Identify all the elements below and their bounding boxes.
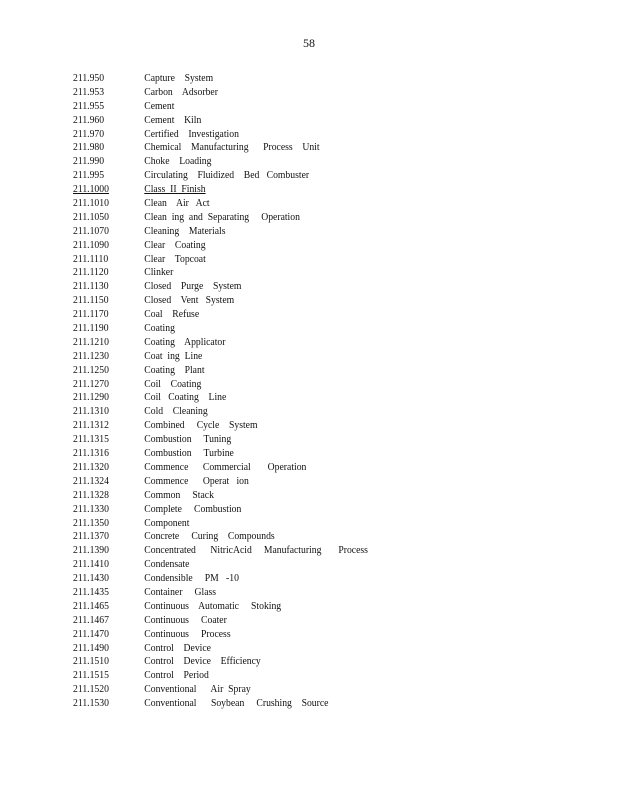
index-entry bbox=[73, 419, 531, 433]
section-number: 211.1290 bbox=[73, 391, 109, 404]
index-entry bbox=[73, 364, 531, 378]
definitions-index bbox=[73, 72, 593, 711]
index-entry bbox=[73, 405, 531, 419]
defined-term: Continuous Coater bbox=[144, 613, 227, 626]
index-entry bbox=[73, 447, 531, 461]
section-number: 211.1310 bbox=[73, 405, 109, 418]
index-entry bbox=[73, 350, 531, 364]
index-entry bbox=[73, 378, 531, 392]
defined-term: Coat ing Line bbox=[144, 349, 203, 362]
index-entry bbox=[73, 253, 531, 267]
defined-term: Clean Air Act bbox=[144, 197, 210, 210]
section-number: 211.1315 bbox=[73, 433, 109, 446]
index-entry bbox=[73, 128, 531, 142]
index-entry bbox=[73, 475, 531, 489]
index-entry bbox=[73, 308, 531, 322]
index-entry-underlined bbox=[73, 183, 531, 197]
index-entry bbox=[73, 586, 531, 600]
defined-term: Certified Investigation bbox=[144, 127, 239, 140]
index-entry bbox=[73, 614, 531, 628]
section-number: 211.1435 bbox=[73, 585, 109, 598]
index-entry bbox=[73, 572, 531, 586]
section-number: 211.1316 bbox=[73, 447, 109, 460]
index-entry bbox=[73, 169, 531, 183]
index-entry bbox=[73, 72, 531, 86]
index-entry bbox=[73, 655, 531, 669]
section-number: 211.990 bbox=[73, 155, 105, 168]
index-entry bbox=[73, 100, 531, 114]
index-entry bbox=[73, 211, 531, 225]
index-entry bbox=[73, 642, 531, 656]
index-entry bbox=[73, 669, 531, 683]
section-number: 211.1090 bbox=[73, 238, 109, 251]
defined-term: Container Glass bbox=[144, 585, 217, 598]
section-number: 211.1467 bbox=[73, 613, 109, 626]
index-entry bbox=[73, 489, 531, 503]
defined-term: Commence Commercial Operation bbox=[144, 460, 307, 473]
index-entry bbox=[73, 294, 531, 308]
section-number: 211.953 bbox=[73, 85, 105, 98]
section-number: 211.1170 bbox=[73, 308, 109, 321]
defined-term: Class II Finish bbox=[144, 183, 206, 196]
defined-term: Continuous Automatic Stoking bbox=[144, 599, 282, 612]
section-number: 211.1465 bbox=[73, 599, 109, 612]
index-entry bbox=[73, 336, 531, 350]
defined-term: Control Device Efficiency bbox=[144, 655, 261, 668]
section-number: 211.1520 bbox=[73, 683, 109, 696]
section-number: 211.1515 bbox=[73, 669, 109, 682]
section-number: 211.1530 bbox=[73, 697, 109, 710]
defined-term: Coating bbox=[144, 322, 175, 335]
index-entry bbox=[73, 266, 531, 280]
section-number: 211.1510 bbox=[73, 655, 109, 668]
section-number: 211.1010 bbox=[73, 197, 109, 210]
defined-term: Clear Topcoat bbox=[144, 252, 206, 265]
defined-term: Combined Cycle System bbox=[144, 419, 258, 432]
index-entry bbox=[73, 322, 531, 336]
section-number: 211.1312 bbox=[73, 419, 109, 432]
defined-term: Coating Plant bbox=[144, 363, 205, 376]
section-number: 211.1150 bbox=[73, 294, 109, 307]
section-number: 211.995 bbox=[73, 169, 105, 182]
defined-term: Coating Applicator bbox=[144, 335, 226, 348]
section-number: 211.1350 bbox=[73, 516, 109, 529]
defined-term: Control Period bbox=[144, 669, 209, 682]
section-number: 211.950 bbox=[73, 72, 105, 84]
defined-term: Capture System bbox=[144, 72, 214, 84]
section-number: 211.970 bbox=[73, 127, 105, 140]
defined-term: Clinker bbox=[144, 266, 174, 279]
section-number: 211.1430 bbox=[73, 572, 109, 585]
section-number: 211.1324 bbox=[73, 474, 109, 487]
section-number: 211.1330 bbox=[73, 502, 109, 515]
section-number: 211.1110 bbox=[73, 252, 109, 265]
section-number: 211.1070 bbox=[73, 224, 109, 237]
defined-term: Coil Coating bbox=[144, 377, 202, 390]
section-number: 211.960 bbox=[73, 113, 105, 126]
section-number: 211.1370 bbox=[73, 530, 109, 543]
section-number: 211.1230 bbox=[73, 349, 109, 362]
index-entry bbox=[73, 114, 531, 128]
section-number: 211.1470 bbox=[73, 627, 109, 640]
defined-term: Clean ing and Separating Operation bbox=[144, 210, 300, 223]
index-entry bbox=[73, 544, 531, 558]
section-number: 211.1050 bbox=[73, 210, 109, 223]
defined-term: Cleaning Materials bbox=[144, 224, 226, 237]
section-number: 211.1190 bbox=[73, 322, 109, 335]
index-entry bbox=[73, 141, 531, 155]
defined-term: Chemical Manufacturing Process Unit bbox=[144, 141, 320, 154]
defined-term: Coal Refuse bbox=[144, 308, 200, 321]
section-number: 211.1320 bbox=[73, 460, 109, 473]
defined-term: Concentrated NitricAcid Manufacturing Process bbox=[144, 544, 368, 557]
index-entry bbox=[73, 280, 531, 294]
defined-term: Cement Kiln bbox=[144, 113, 202, 126]
index-entry bbox=[73, 239, 531, 253]
index-entry bbox=[73, 197, 531, 211]
defined-term: Combustion Turbine bbox=[144, 447, 234, 460]
defined-term: Conventional Soybean Crushing Source bbox=[144, 697, 329, 710]
section-number: 211.1120 bbox=[73, 266, 109, 279]
index-entry bbox=[73, 503, 531, 517]
index-entry bbox=[73, 225, 531, 239]
defined-term: Choke Loading bbox=[144, 155, 212, 168]
defined-term: Control Device bbox=[144, 641, 211, 654]
section-number: 211.1130 bbox=[73, 280, 109, 293]
defined-term: Component bbox=[144, 516, 190, 529]
defined-term: Circulating Fluidized Bed Combuster bbox=[144, 169, 310, 182]
section-number: 211.1490 bbox=[73, 641, 109, 654]
defined-term: Continuous Process bbox=[144, 627, 231, 640]
defined-term: Coil Coating Line bbox=[144, 391, 227, 404]
section-number: 211.980 bbox=[73, 141, 105, 154]
defined-term: Closed Vent System bbox=[144, 294, 235, 307]
index-entry bbox=[73, 628, 531, 642]
index-entry bbox=[73, 683, 531, 697]
section-number: 211.955 bbox=[73, 99, 105, 112]
section-number: 211.1250 bbox=[73, 363, 109, 376]
defined-term: Cement bbox=[144, 99, 175, 112]
section-number: 211.1210 bbox=[73, 335, 109, 348]
defined-term: Combustion Tuning bbox=[144, 433, 232, 446]
defined-term: Complete Combustion bbox=[144, 502, 242, 515]
index-entry bbox=[73, 558, 531, 572]
section-number: 211.1410 bbox=[73, 558, 109, 571]
section-number: 211.1000 bbox=[73, 183, 109, 196]
index-entry bbox=[73, 517, 531, 531]
index-entry bbox=[73, 86, 531, 100]
defined-term: Common Stack bbox=[144, 488, 214, 501]
index-entry bbox=[73, 461, 531, 475]
section-number: 211.1328 bbox=[73, 488, 109, 501]
index-entry bbox=[73, 391, 531, 405]
section-number: 211.1270 bbox=[73, 377, 109, 390]
index-entry bbox=[73, 697, 531, 711]
defined-term: Condensate bbox=[144, 558, 190, 571]
defined-term: Commence Operat ion bbox=[144, 474, 249, 487]
defined-term: Conventional Air Spray bbox=[144, 683, 251, 696]
defined-term: Concrete Curing Compounds bbox=[144, 530, 275, 543]
defined-term: Closed Purge System bbox=[144, 280, 242, 293]
index-entry bbox=[73, 155, 531, 169]
index-entry bbox=[73, 600, 531, 614]
defined-term: Condensible PM -10 bbox=[144, 572, 239, 585]
page-number: 58 bbox=[303, 36, 315, 50]
index-entry bbox=[73, 530, 531, 544]
index-entry bbox=[73, 433, 531, 447]
section-number: 211.1390 bbox=[73, 544, 109, 557]
defined-term: Clear Coating bbox=[144, 238, 206, 251]
defined-term: Carbon Adsorber bbox=[144, 85, 218, 98]
defined-term: Cold Cleaning bbox=[144, 405, 208, 418]
